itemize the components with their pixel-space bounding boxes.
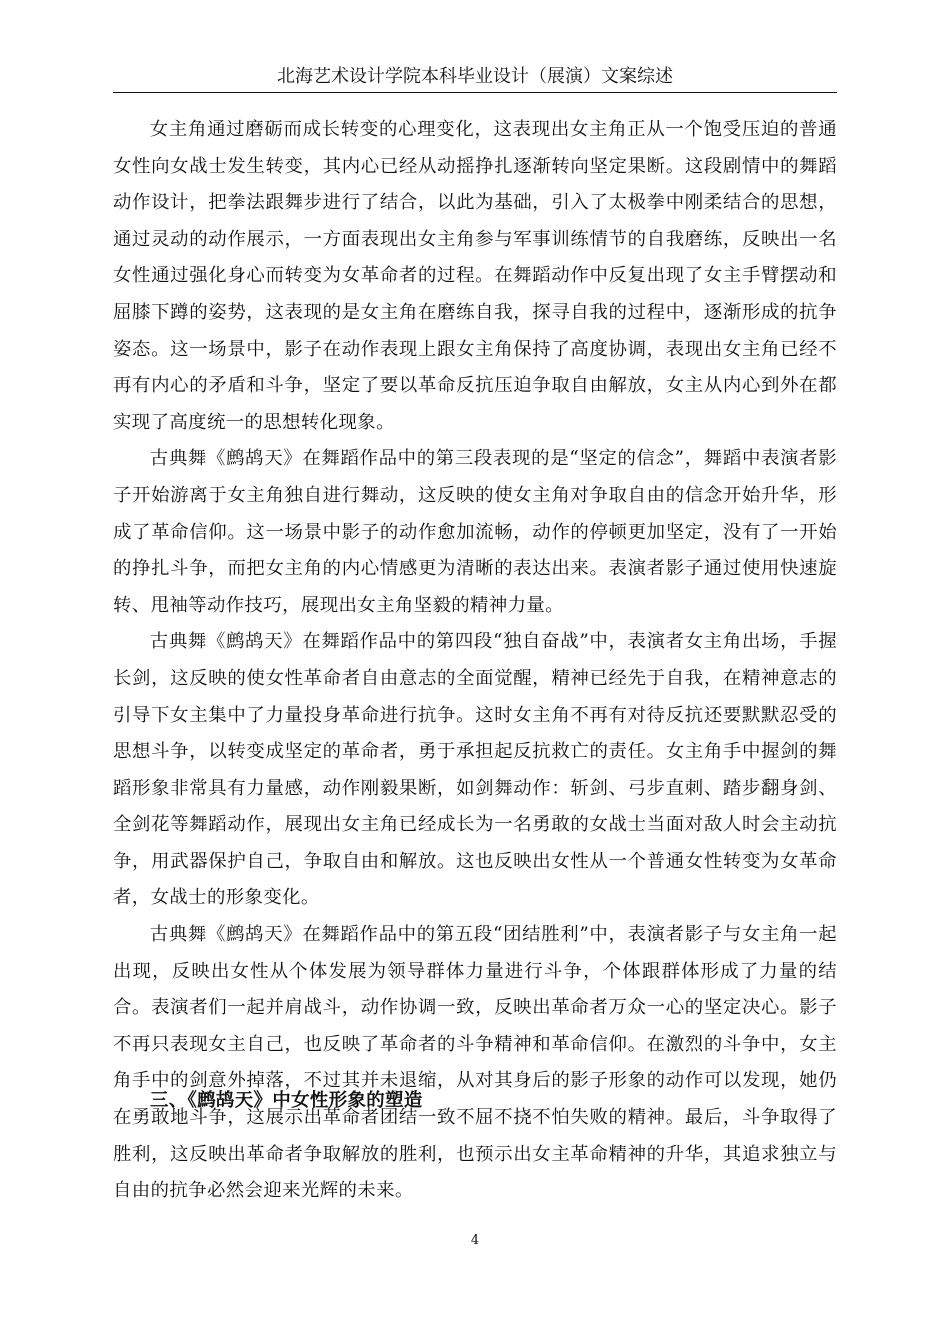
paragraph: 古典舞《鹧鸪天》在舞蹈作品中的第五段“团结胜利”中，表演者影子与女主角一起出现，反映出女性从个体发展为领导群体力量进行斗争，个体跟群体形成了力量的结合。表演者们一起并肩战斗，动作协调一致，反映出革命者万众一心的坚定决心。影子不再只表现女主自己，也反映了革命者的斗争精神和革命信仰。在激烈的斗争中，女主角手中的剑意外掉落，不过其并未退缩，从对其身后的影子形象的动作可以发现，她仍在勇敢地斗争，这展示出革命者团结一致不屈不挠不怕失败的精神。最后，斗争取得了胜利，这反映出革命者争取解放的胜利，也预示出女主革命精神的升华，其追求独立与自由的抗争必然会迎来光辉的未来。 [113, 924, 837, 1202]
paragraph: 古典舞《鹧鸪天》在舞蹈作品中的第四段“独自奋战”中，表演者女主角出场，手握长剑，这反映的使女性革命者自由意志的全面觉醒，精神已经先于自我，在精神意志的引导下女主集中了力量投身革命进行抗争。这时女主角不再有对待反抗还要默默忍受的思想斗争，以转变成坚定的革命者，勇于承担起反抗救亡的责任。女主角手中握剑的舞蹈形象非常具有力量感，动作刚毅果断，如剑舞动作：斩剑、弓步直刺、踏步翻身剑、全剑花等舞蹈动作，展现出女主角已经成长为一名勇敢的女战士当面对敌人时会主动抗争，用武器保护自己，争取自由和解放。这也反映出女性从一个普通女性转变为女革命者，女战士的形象变化。 [113, 631, 837, 909]
section-heading: 三、《鹧鸪天》中女性形象的塑造 [150, 1090, 423, 1111]
header-divider [113, 92, 837, 93]
paragraph: 女主角通过磨砺而成长转变的心理变化，这表现出女主角正从一个饱受压迫的普通女性向女战士发生转变，其内心已经从动摇挣扎逐渐转向坚定果断。这段剧情中的舞蹈动作设计，把拳法跟舞步进行了结合，以此为基础，引入了太极拳中刚柔结合的思想，通过灵动的动作展示，一方面表现出女主角参与军事训练情节的自我磨练，反映出一名女性通过强化身心而转变为女革命者的过程。在舞蹈动作中反复出现了女主手臂摆动和屈膝下蹲的姿势，这表现的是女主角在磨练自我，探寻自我的过程中，逐渐形成的抗争姿态。这一场景中，影子在动作表现上跟女主角保持了高度协调，表现出女主角已经不再有内心的矛盾和斗争，坚定了要以革命反抗压迫争取自由解放，女主从内心到外在都实现了高度统一的思想转化现象。 [113, 119, 837, 433]
paragraph: 古典舞《鹧鸪天》在舞蹈作品中的第三段表现的是“坚定的信念”，舞蹈中表演者影子开始游离于女主角独自进行舞动，这反映的使女主角对争取自由的信念开始升华，形成了革命信仰。这一场景中影子的动作愈加流畅，动作的停顿更加坚定，没有了一开始的挣扎斗争，而把女主角的内心情感更为清晰的表达出来。表演者影子通过使用快速旋转、甩袖等动作技巧，展现出女主角坚毅的精神力量。 [113, 448, 837, 616]
page-header: 北海艺术设计学院本科毕业设计（展演）文案综述 [277, 66, 673, 87]
page-number: 4 [470, 1233, 480, 1248]
document-body [113, 112, 837, 1210]
